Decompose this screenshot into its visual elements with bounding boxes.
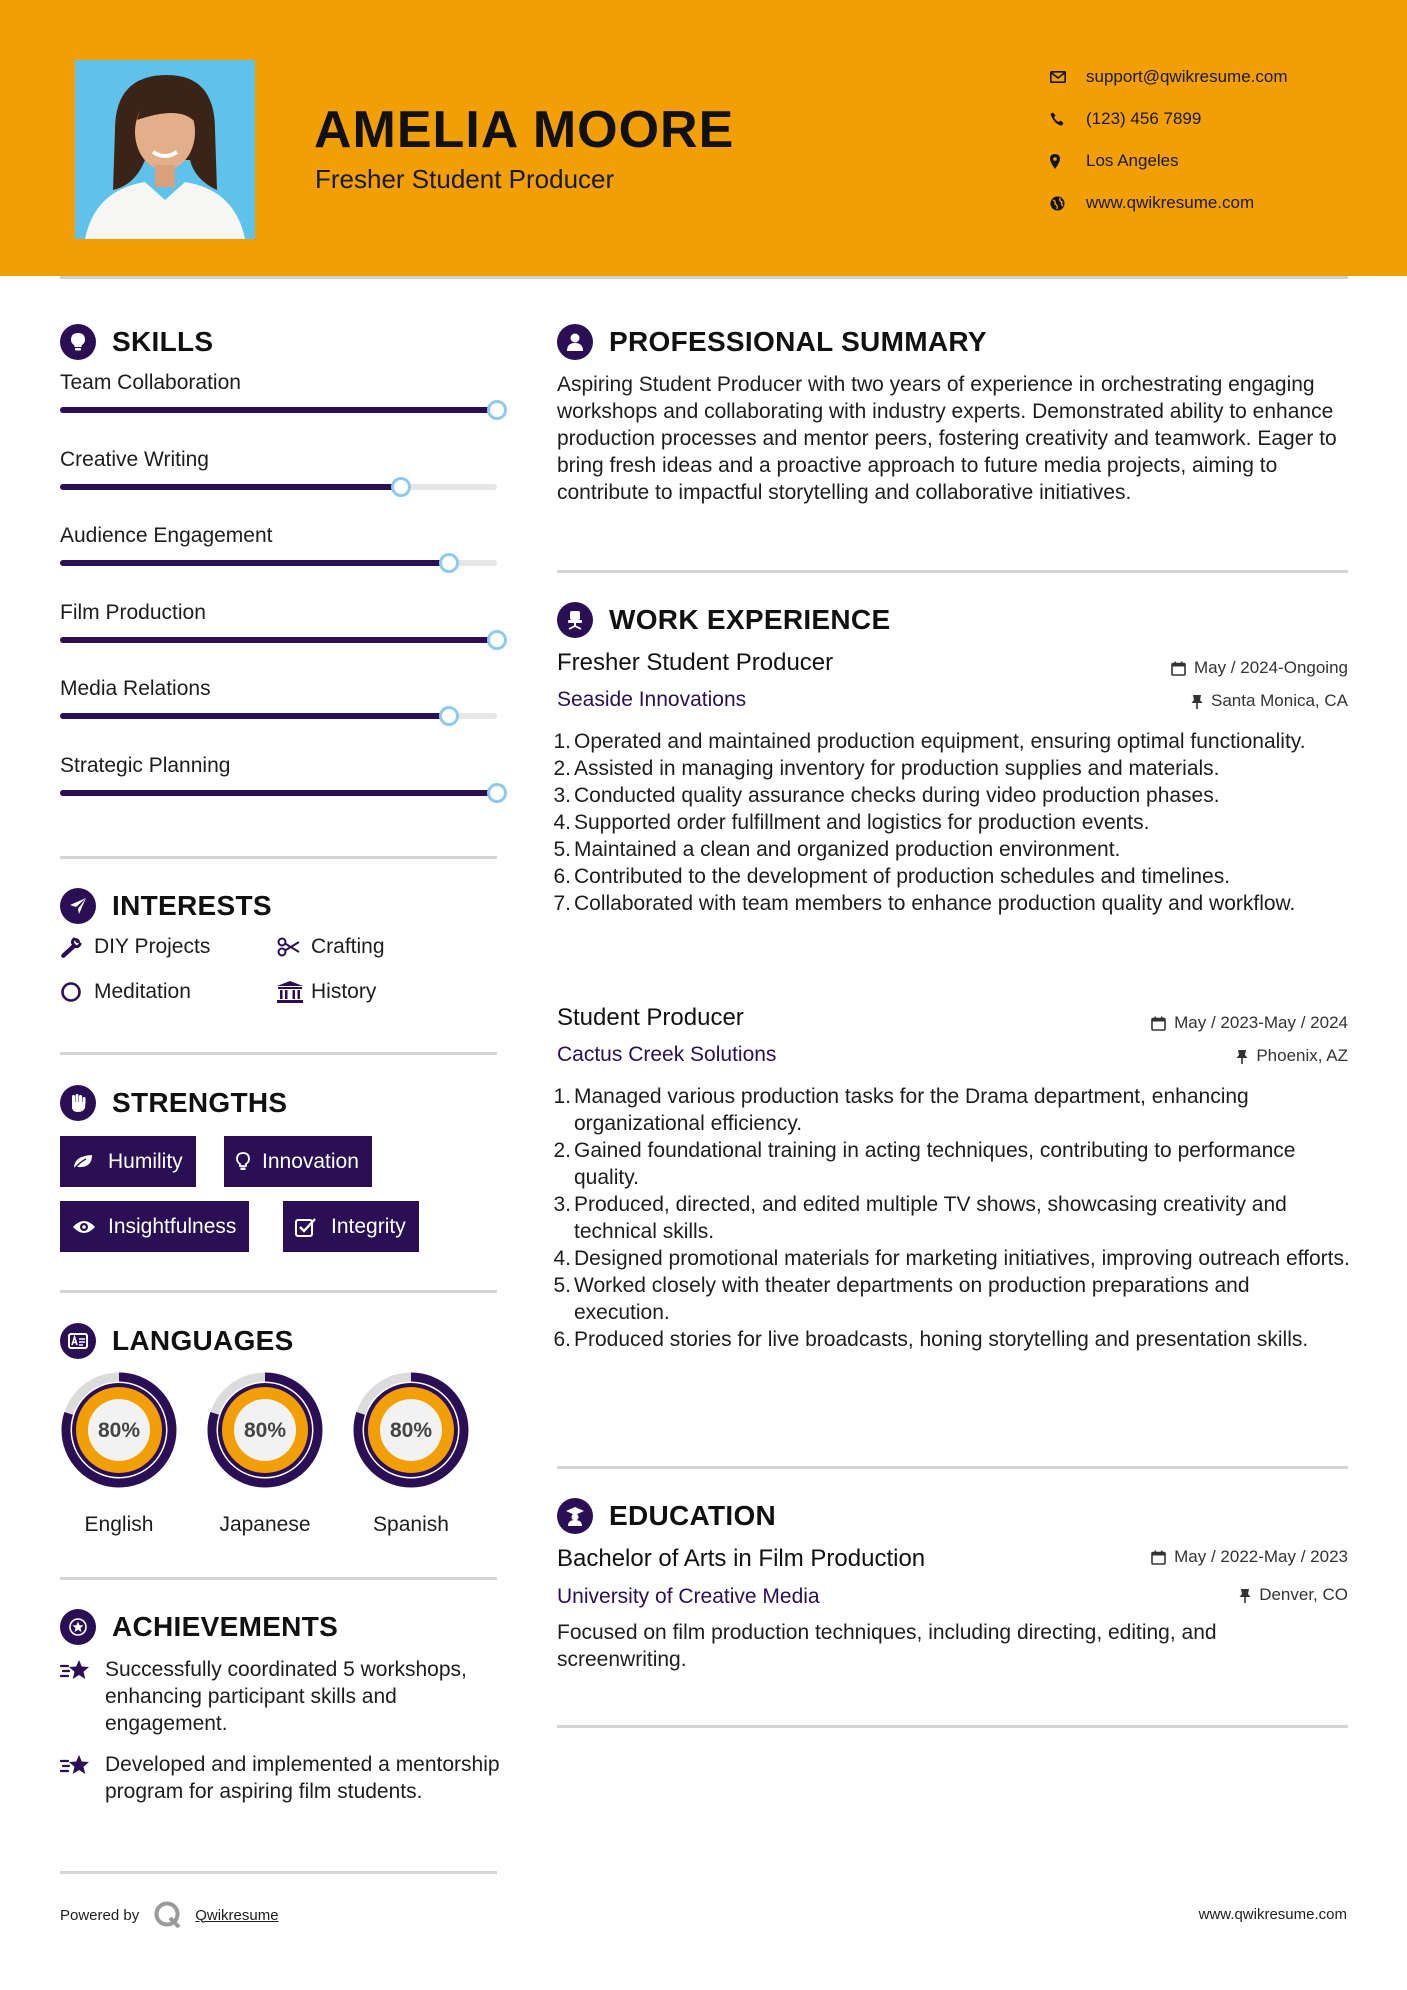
skill-label: Film Production [60, 600, 206, 624]
bullet-number: 1. [553, 1085, 571, 1108]
bullet-text: Conducted quality assurance checks during video production phases. [574, 784, 1220, 807]
job-bullet [553, 1245, 1351, 1272]
job-bullet [553, 863, 1351, 890]
strength-label: Innovation [262, 1149, 359, 1173]
language-card-icon [60, 1323, 96, 1359]
contact-phone[interactable] [1050, 98, 1288, 140]
skill-bar-knob [487, 400, 507, 420]
job-bullet-list [553, 1083, 1351, 1353]
qwikresume-logo-icon [153, 1900, 183, 1930]
bullet-number: 3. [553, 784, 571, 807]
contact-website-text: www.qwikresume.com [1086, 193, 1255, 212]
footer-powered-by [60, 1900, 279, 1930]
skill-bar-fill [60, 407, 497, 413]
museum-icon [277, 981, 311, 1003]
star-badge-icon [60, 1609, 96, 1645]
bullet-number: 5. [553, 838, 571, 861]
bullet-text: Worked closely with theater departments on production preparations and execution. [574, 1274, 1250, 1324]
language-label: English [84, 1513, 154, 1536]
contact-list [1050, 56, 1288, 224]
lightbulb-icon [60, 324, 96, 360]
skill-bar-knob [487, 783, 507, 803]
strengths-divider [60, 1290, 497, 1293]
job-bullet [553, 1272, 1351, 1326]
bullet-text: Collaborated with team members to enhance production quality and workflow. [574, 892, 1296, 915]
contact-email-text: support@qwikresume.com [1086, 67, 1288, 86]
language-label: Spanish [373, 1513, 449, 1536]
bullet-number: 7. [553, 892, 571, 915]
circle-icon [60, 981, 94, 1003]
skill-bar-knob [439, 553, 459, 573]
interests-title: INTERESTS [112, 890, 272, 921]
graduate-icon [557, 1498, 593, 1534]
job-title: Student Producer [557, 1004, 744, 1031]
eye-icon [72, 1219, 108, 1235]
bullet-text: Supported order fulfillment and logistics for production events. [574, 811, 1150, 834]
language-percent: 80% [243, 1419, 287, 1442]
strength-tag-integrity [283, 1201, 419, 1252]
bullet-text: Produced, directed, and edited multiple TV shows, showcasing creativity and technical skills. [574, 1193, 1287, 1243]
bullet-text: Assisted in managing inventory for production supplies and materials. [574, 757, 1220, 780]
job-bullet [553, 809, 1351, 836]
bullet-number: 4. [553, 811, 571, 834]
contact-website[interactable] [1050, 182, 1288, 224]
calendar-icon [1151, 1016, 1166, 1031]
job-location [1191, 691, 1348, 711]
bullet-text: Managed various production tasks for the Drama department, enhancing organizational efficiency. [574, 1085, 1249, 1135]
contact-location-text: Los Angeles [1086, 151, 1179, 170]
skill-item [60, 754, 500, 778]
achievement-text: Successfully coordinated 5 workshops, enhancing participant skills and engagement. [105, 1658, 467, 1735]
interest-item-meditation [60, 980, 191, 1004]
education-dates [1151, 1547, 1348, 1567]
achievement-text: Developed and implemented a mentorship program for aspiring film students. [105, 1753, 500, 1803]
checkbox-icon [295, 1217, 331, 1237]
bullet-number: 4. [553, 1247, 571, 1270]
powered-by-label: Powered by [60, 1906, 140, 1924]
skill-label: Media Relations [60, 677, 211, 700]
achievement-item [60, 1751, 510, 1805]
header-banner [0, 0, 1407, 276]
skill-bar-fill [60, 637, 497, 643]
skill-bar-track [60, 407, 497, 413]
shooting-star-icon [60, 1751, 105, 1805]
skill-item [60, 524, 500, 548]
summary-divider [557, 570, 1348, 573]
job-bullet [553, 890, 1351, 917]
bullet-number: 6. [553, 865, 571, 888]
language-ring [57, 1368, 181, 1492]
strengths-title: STRENGTHS [112, 1087, 288, 1118]
skill-bar-track [60, 713, 497, 719]
job-location [1236, 1046, 1348, 1066]
skill-item [60, 371, 500, 395]
bullet-text: Contributed to the development of production schedules and timelines. [574, 865, 1231, 888]
experience-heading [557, 602, 890, 638]
summary-heading [557, 324, 987, 360]
interests-divider [60, 1052, 497, 1055]
candidate-name: AMELIA MOORE [314, 101, 735, 159]
skill-bar-track [60, 790, 497, 796]
education-title: EDUCATION [609, 1500, 777, 1531]
company-name: Seaside Innovations [557, 688, 747, 711]
job-bullet-list [553, 728, 1351, 917]
bullet-text: Designed promotional materials for marketing initiatives, improving outreach efforts. [574, 1247, 1350, 1270]
contact-location [1050, 140, 1288, 182]
leaf-icon [72, 1154, 108, 1170]
pushpin-icon [1236, 1049, 1248, 1064]
interest-item-diy [60, 935, 210, 959]
skills-title: SKILLS [112, 326, 214, 357]
profile-photo [75, 60, 255, 239]
pushpin-icon [1191, 694, 1203, 709]
user-icon [557, 324, 593, 360]
education-divider [557, 1725, 1348, 1728]
calendar-icon [1151, 1550, 1166, 1565]
fist-icon [60, 1085, 96, 1121]
language-item [57, 1368, 181, 1537]
skill-item [60, 601, 500, 625]
language-item [349, 1368, 473, 1537]
education-location-text: Denver, CO [1259, 1585, 1348, 1604]
achievements-heading [60, 1609, 338, 1645]
job-bullet [553, 728, 1351, 755]
summary-title: PROFESSIONAL SUMMARY [609, 326, 987, 357]
languages-title: LANGUAGES [112, 1325, 294, 1356]
skill-bar-fill [60, 560, 449, 566]
experience-divider [557, 1466, 1348, 1469]
bullet-number: 1. [553, 730, 571, 753]
interest-item-crafting [277, 935, 385, 959]
strength-tag-humility [60, 1136, 196, 1187]
skill-bar-fill [60, 790, 497, 796]
office-chair-icon [557, 602, 593, 638]
education-dates-text: May / 2022-May / 2023 [1174, 1547, 1348, 1566]
skill-bar-knob [487, 630, 507, 650]
job-location-text: Phoenix, AZ [1256, 1046, 1348, 1065]
experience-title: WORK EXPERIENCE [609, 604, 891, 635]
shooting-star-icon [60, 1656, 105, 1737]
interest-label: Crafting [311, 935, 385, 958]
skill-bar-knob [439, 706, 459, 726]
job-bullet [553, 836, 1351, 863]
phone-icon [1050, 112, 1086, 126]
strength-tag-insightfulness [60, 1201, 249, 1252]
skill-bar-knob [391, 477, 411, 497]
bullet-number: 2. [553, 757, 571, 780]
skill-bar-track [60, 484, 497, 490]
company-name: Cactus Creek Solutions [557, 1043, 777, 1066]
language-label: Japanese [219, 1513, 311, 1536]
job-title: Fresher Student Producer [557, 649, 834, 676]
interests-heading [60, 888, 272, 924]
location-pin-icon [1050, 154, 1086, 169]
strength-label: Insightfulness [108, 1214, 237, 1238]
skill-bar-fill [60, 713, 449, 719]
bullet-text: Gained foundational training in acting techniques, contributing to performance quality. [574, 1139, 1296, 1189]
degree-title: Bachelor of Arts in Film Production [557, 1545, 926, 1572]
language-item [203, 1368, 327, 1537]
bullet-text: Operated and maintained production equipment, ensuring optimal functionality. [574, 730, 1306, 753]
achievements-divider [60, 1871, 497, 1874]
skill-bar-track [60, 560, 497, 566]
scissors-icon [277, 937, 311, 957]
bullet-number: 6. [553, 1328, 571, 1351]
skill-label: Audience Engagement [60, 524, 273, 547]
language-ring [203, 1368, 327, 1492]
job-dates [1151, 1013, 1348, 1033]
job-dates [1171, 658, 1348, 678]
contact-email[interactable] [1050, 56, 1288, 98]
footer-url[interactable]: www.qwikresume.com [1198, 1906, 1347, 1923]
paper-plane-icon [60, 888, 96, 924]
strength-tag-innovation [224, 1136, 372, 1187]
skill-label: Strategic Planning [60, 753, 231, 777]
job-location-text: Santa Monica, CA [1210, 691, 1348, 710]
calendar-icon [1171, 661, 1186, 676]
candidate-role: Fresher Student Producer [315, 164, 615, 194]
interest-label: DIY Projects [94, 935, 211, 958]
education-heading [557, 1498, 776, 1534]
summary-text: Aspiring Student Producer with two years of experience in orchestrating engaging workshops and collaborating with industry experts. Demonstrated ability to enhance production processes and mentor peers, fostering creativity and teamwork. Eager to bring fresh ideas and a proactive approach to future media projects, aiming to contribute to impactful storytelling and collaborative initiatives. [557, 373, 1337, 504]
education-location [1239, 1585, 1348, 1605]
strengths-heading [60, 1085, 287, 1121]
achievement-item [60, 1656, 510, 1737]
interest-label: Meditation [94, 980, 191, 1003]
job-bullet [553, 1083, 1351, 1137]
language-percent: 80% [389, 1419, 433, 1442]
envelope-icon [1050, 71, 1086, 83]
skills-divider [60, 856, 497, 859]
skill-item [60, 448, 500, 472]
job-dates-text: May / 2024-Ongoing [1193, 658, 1348, 677]
job-bullet [553, 1137, 1351, 1191]
job-bullet [553, 1326, 1351, 1353]
bullet-text: Maintained a clean and organized production environment. [574, 838, 1121, 861]
languages-divider [60, 1577, 497, 1580]
job-dates-text: May / 2023-May / 2024 [1174, 1013, 1348, 1032]
languages-heading [60, 1323, 294, 1359]
skill-item [60, 677, 500, 701]
interest-item-history [277, 980, 376, 1004]
skill-label: Team Collaboration [60, 371, 241, 394]
bullet-text: Produced stories for live broadcasts, honing storytelling and presentation skills. [574, 1328, 1309, 1351]
job-bullet [553, 782, 1351, 809]
strength-label: Humility [108, 1149, 183, 1173]
bullet-number: 5. [553, 1274, 571, 1297]
language-ring [349, 1368, 473, 1492]
header-divider [60, 276, 1348, 279]
language-percent: 80% [97, 1419, 141, 1442]
lightbulb-icon [236, 1152, 262, 1172]
globe-icon [1050, 196, 1086, 211]
contact-phone-text: (123) 456 7899 [1086, 109, 1202, 128]
pushpin-icon [1239, 1588, 1251, 1603]
job-bullet [553, 1191, 1351, 1245]
skill-bar-fill [60, 484, 401, 490]
skills-heading [60, 324, 213, 360]
job-bullet [553, 755, 1351, 782]
wrench-icon [60, 936, 94, 958]
strength-label: Integrity [331, 1214, 406, 1238]
achievements-title: ACHIEVEMENTS [112, 1611, 339, 1642]
skill-bar-track [60, 637, 497, 643]
bullet-number: 3. [553, 1193, 571, 1216]
skill-label: Creative Writing [60, 447, 209, 471]
bullet-number: 2. [553, 1139, 571, 1162]
qwikresume-link[interactable]: Qwikresume [195, 1906, 279, 1924]
interest-label: History [311, 980, 377, 1003]
education-description: Focused on film production techniques, including directing, editing, and screenwriting. [557, 1621, 1217, 1671]
school-name: University of Creative Media [557, 1585, 820, 1608]
